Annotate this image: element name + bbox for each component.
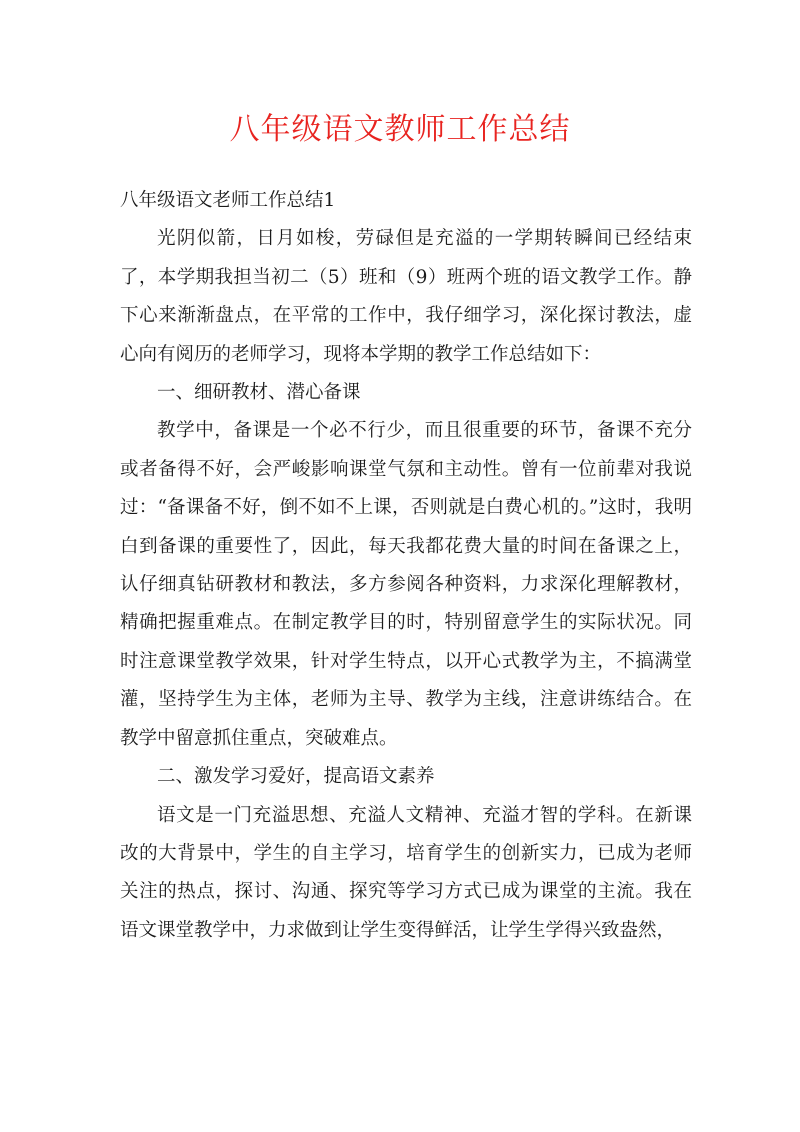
paragraph-interest: 语文是一门充溢思想、充溢人文精神、充溢才智的学科。在新课改的大背景中，学生的自主学习，培育学生的创新实力，已成为老师关注的热点，探讨、沟通、探究等学习方式已成为课堂的主流。我在语文课堂教学中，力求做到让学生变得鲜活，让学生学得兴致盎然， — [120, 804, 692, 941]
section-subtitle: 八年级语文老师工作总结1 — [120, 190, 336, 211]
section-heading-1: 一、细研教材、潜心备课 — [157, 382, 361, 404]
document-title: 八年级语文教师工作总结 — [229, 112, 571, 147]
document-body — [120, 182, 692, 950]
paragraph-lesson-prep: 教学中，备课是一个必不行少，而且很重要的环节，备课不充分或者备得不好，会严峻影响课堂气氛和主动性。曾有一位前辈对我说过：“备课备不好，倒不如不上课，否则就是白费心机的。”这时，我明白到备课的重要性了，因此，每天我都花费大量的时间在备课之上，认仔细真钻研教材和教法，多方参阅各种资料，力求深化理解教材，精确把握重难点。在制定教学目的时，特别留意学生的实际状况。同时注意课堂教学效果，针对学生特点，以开心式教学为主，不搞满堂灌，坚持学生为主体，老师为主导、教学为主线，注意讲练结合。在教学中留意抓住重点，突破难点。 — [120, 420, 692, 749]
section-heading-2: 二、激发学习爱好，提高语文素养 — [157, 766, 435, 788]
paragraph-intro: 光阴似箭，日月如梭，劳碌但是充溢的一学期转瞬间已经结束了，本学期我担当初二（5）班和（9）班两个班的语文教学工作。静下心来渐渐盘点，在平常的工作中，我仔细学习，深化探讨教法，虚心向有阅历的老师学习，现将本学期的教学工作总结如下： — [120, 228, 692, 365]
